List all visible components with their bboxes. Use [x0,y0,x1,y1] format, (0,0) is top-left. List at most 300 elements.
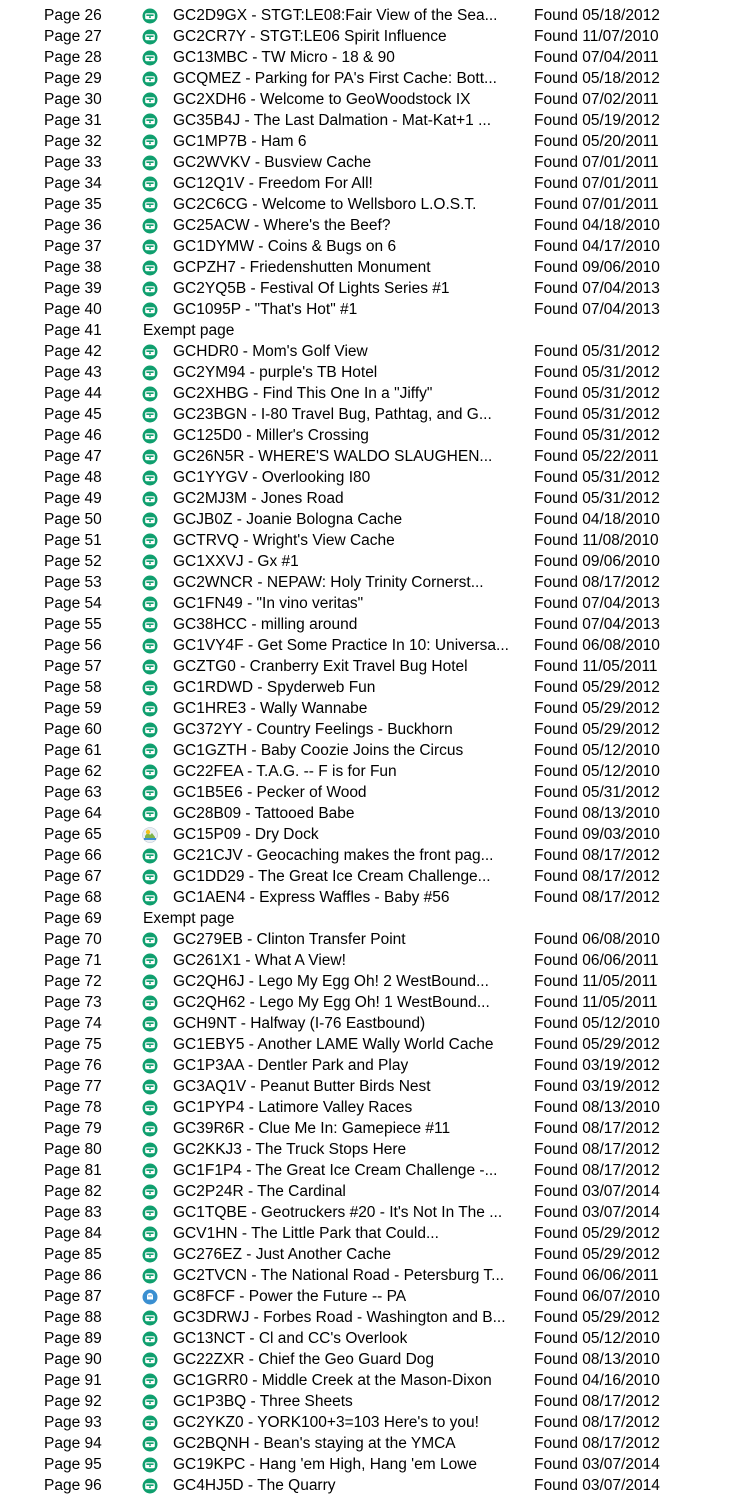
cache-name-link[interactable]: GC1XXVJ - Gx #1 [173,553,299,570]
found-date: Found 05/22/2011 [534,448,659,465]
cache-name-link[interactable]: GC2WNCR - NEPAW: Holy Trinity Cornerst... [173,574,484,591]
page-number: Page 69 [44,910,102,927]
page-number: Page 33 [44,154,102,171]
page-number: Page 47 [44,448,102,465]
list-item [0,1349,750,1370]
cache-name-link[interactable]: GC1DD29 - The Great Ice Cream Challenge... [173,868,491,885]
found-date: Found 05/29/2012 [534,1246,660,1263]
traditional-cache-icon [142,50,158,66]
traditional-cache-icon [142,1247,158,1263]
found-date: Found 06/08/2010 [534,931,660,948]
found-date: Found 05/29/2012 [534,1225,660,1242]
list-item [0,89,750,110]
found-date: Found 05/18/2012 [534,7,660,24]
list-item [0,1013,750,1034]
page-number: Page 88 [44,1309,102,1326]
list-item [0,194,750,215]
list-item [0,383,750,404]
found-date: Found 03/19/2012 [534,1078,660,1095]
list-item [0,1454,750,1475]
page-number: Page 77 [44,1078,102,1095]
cache-name-link[interactable]: GC38HCC - milling around [173,616,358,633]
list-item [0,866,750,887]
page-number: Page 91 [44,1372,102,1389]
page-number: Page 89 [44,1330,102,1347]
cache-name-link[interactable]: GC21CJV - Geocaching makes the front pag... [173,847,494,864]
traditional-cache-icon [142,932,158,948]
cache-name-link[interactable]: GC12Q1V - Freedom For All! [173,175,373,192]
page-number: Page 65 [44,826,102,843]
found-date: Found 07/04/2013 [534,301,660,318]
traditional-cache-icon [142,1478,158,1494]
found-date: Found 08/13/2010 [534,805,660,822]
traditional-cache-icon [142,1310,158,1326]
cache-name-link[interactable]: GC2YQ5B - Festival Of Lights Series #1 [173,280,450,297]
traditional-cache-icon [142,869,158,885]
page-number: Page 59 [44,700,102,717]
found-date: Found 08/17/2012 [534,868,660,885]
found-date: Found 03/07/2014 [534,1456,660,1473]
page-number: Page 41 [44,322,102,339]
found-date: Found 08/17/2012 [534,889,660,906]
cache-name-link[interactable]: GC23BGN - I-80 Travel Bug, Pathtag, and G... [173,406,492,423]
cache-name-link[interactable]: GC1GZTH - Baby Coozie Joins the Circus [173,742,464,759]
page-number: Page 75 [44,1036,102,1053]
traditional-cache-icon [142,638,158,654]
found-date: Found 11/05/2011 [534,973,658,990]
list-item [0,425,750,446]
found-date: Found 05/12/2010 [534,742,660,759]
page-number: Page 72 [44,973,102,990]
list-item [0,110,750,131]
list-item [0,635,750,656]
traditional-cache-icon [142,848,158,864]
page-number: Page 42 [44,343,102,360]
found-date: Found 07/01/2011 [534,175,659,192]
cache-name-link[interactable]: GC1095P - "That's Hot" #1 [173,301,358,318]
list-item [0,488,750,509]
traditional-cache-icon [142,596,158,612]
found-date: Found 08/17/2012 [534,574,660,591]
page-number: Page 49 [44,490,102,507]
found-date: Found 03/07/2014 [534,1204,660,1221]
traditional-cache-icon [142,554,158,570]
traditional-cache-icon [142,1373,158,1389]
cache-name-link[interactable]: GC1PYP4 - Latimore Valley Races [173,1099,413,1116]
list-item [0,236,750,257]
found-date: Found 11/07/2010 [534,28,659,45]
cache-name-link[interactable]: GC2BQNH - Bean's staying at the YMCA [173,1435,456,1452]
cache-name-link[interactable]: GC1AEN4 - Express Waffles - Baby #56 [173,889,450,906]
cache-name-link[interactable]: GC2P24R - The Cardinal [173,1183,346,1200]
list-item [0,1265,750,1286]
traditional-cache-icon [142,1352,158,1368]
list-item [0,572,750,593]
list-item [0,1202,750,1223]
found-date: Found 06/06/2011 [534,952,659,969]
cache-name-link[interactable]: GC2KKJ3 - The Truck Stops Here [173,1141,407,1158]
found-date: Found 05/18/2012 [534,70,660,87]
traditional-cache-icon [142,1079,158,1095]
traditional-cache-icon [142,155,158,171]
page-number: Page 34 [44,175,102,192]
traditional-cache-icon [142,176,158,192]
list-item [0,467,750,488]
traditional-cache-icon [142,365,158,381]
cache-name-link[interactable]: GC2D9GX - STGT:LE08:Fair View of the Sea... [173,7,498,24]
cache-name-link[interactable]: GC2YM94 - purple's TB Hotel [173,364,378,381]
cache-name-link[interactable]: GC1GRR0 - Middle Creek at the Mason-Dixon [173,1372,492,1389]
list-item [0,173,750,194]
page-number: Page 39 [44,280,102,297]
cache-name-link[interactable]: GCPZH7 - Friedenshutten Monument [173,259,431,276]
page-number: Page 74 [44,1015,102,1032]
list-item [0,446,750,467]
list-item [0,1097,750,1118]
traditional-cache-icon [142,281,158,297]
cache-name-link[interactable]: GC279EB - Clinton Transfer Point [173,931,406,948]
found-date: Found 03/07/2014 [534,1477,660,1494]
list-item [0,698,750,719]
cache-name-link[interactable]: GC26N5R - WHERE'S WALDO SLAUGHEN... [173,448,493,465]
page-number: Page 44 [44,385,102,402]
page-number: Page 82 [44,1183,102,1200]
cache-name-link[interactable]: GCHDR0 - Mom's Golf View [173,343,368,360]
page-number: Page 90 [44,1351,102,1368]
cache-name-link[interactable]: GC1RDWD - Spyderweb Fun [173,679,376,696]
found-date: Found 05/31/2012 [534,784,660,801]
traditional-cache-icon [142,1058,158,1074]
traditional-cache-icon [142,1457,158,1473]
page-number: Page 86 [44,1267,102,1284]
found-date: Found 06/08/2010 [534,637,660,654]
cache-name-link[interactable]: GCJB0Z - Joanie Bologna Cache [173,511,403,528]
page-number: Page 66 [44,847,102,864]
page-number: Page 43 [44,364,102,381]
page-number: Page 94 [44,1435,102,1452]
list-item [0,992,750,1013]
page-number: Page 62 [44,763,102,780]
found-date: Found 07/01/2011 [534,154,659,171]
list-item [0,278,750,299]
cache-name-link[interactable]: GC15P09 - Dry Dock [173,826,319,843]
page-number: Page 52 [44,553,102,570]
page-number: Page 45 [44,406,102,423]
cache-name-link[interactable]: GC1FN49 - "In vino veritas" [173,595,364,612]
list-item [0,1181,750,1202]
cache-name-link[interactable]: GCTRVQ - Wright's View Cache [173,532,395,549]
page-number: Page 29 [44,70,102,87]
traditional-cache-icon [142,1226,158,1242]
cache-name-link[interactable]: GC19KPC - Hang 'em High, Hang 'em Lowe [173,1456,477,1473]
traditional-cache-icon [142,1037,158,1053]
exempt-label: Exempt page [143,322,235,339]
traditional-cache-icon [142,1394,158,1410]
found-date: Found 04/18/2010 [534,511,660,528]
traditional-cache-icon [142,8,158,24]
found-date: Found 05/29/2012 [534,721,660,738]
cache-name-link[interactable]: GC1EBY5 - Another LAME Wally World Cache [173,1036,494,1053]
page-number: Page 55 [44,616,102,633]
traditional-cache-icon [142,407,158,423]
traditional-cache-icon [142,659,158,675]
found-date: Found 05/31/2012 [534,343,660,360]
page-number: Page 38 [44,259,102,276]
found-date: Found 08/17/2012 [534,1162,660,1179]
cache-name-link[interactable]: GC4HJ5D - The Quarry [173,1477,336,1494]
page-number: Page 64 [44,805,102,822]
found-date: Found 09/06/2010 [534,259,660,276]
found-date: Found 05/31/2012 [534,427,660,444]
traditional-cache-icon [142,428,158,444]
page-number: Page 28 [44,49,102,66]
traditional-cache-icon [142,701,158,717]
list-item [0,740,750,761]
earthcache-icon [142,827,158,843]
cache-name-link[interactable]: GC8FCF - Power the Future -- PA [173,1288,407,1305]
found-date: Found 08/17/2012 [534,1435,660,1452]
cache-name-link[interactable]: GC3DRWJ - Forbes Road - Washington and B... [173,1309,506,1326]
cache-name-link[interactable]: GC1P3BQ - Three Sheets [173,1393,353,1410]
found-date: Found 05/29/2012 [534,1309,660,1326]
list-item [0,152,750,173]
traditional-cache-icon [142,239,158,255]
found-date: Found 11/05/2011 [534,658,658,675]
page-number: Page 37 [44,238,102,255]
list-item [0,1370,750,1391]
cache-name-link[interactable]: GC1TQBE - Geotruckers #20 - It's Not In The ... [173,1204,503,1221]
list-item [0,26,750,47]
list-item [0,782,750,803]
list-item [0,509,750,530]
cache-name-link[interactable]: GC372YY - Country Feelings - Buckhorn [173,721,453,738]
cache-name-link[interactable]: GC35B4J - The Last Dalmation - Mat-Kat+1 ... [173,112,492,129]
list-item [0,341,750,362]
list-item [0,1433,750,1454]
traditional-cache-icon [142,1205,158,1221]
cache-name-link[interactable]: GC13NCT - Cl and CC's Overlook [173,1330,408,1347]
list-item [0,1328,750,1349]
page-number: Page 76 [44,1057,102,1074]
traditional-cache-icon [142,260,158,276]
cache-name-link[interactable]: GCZTG0 - Cranberry Exit Travel Bug Hotel [173,658,468,675]
cache-name-link[interactable]: GC276EZ - Just Another Cache [173,1246,391,1263]
page-number: Page 79 [44,1120,102,1137]
traditional-cache-icon [142,113,158,129]
list-item [0,131,750,152]
cache-name-link[interactable]: GC2QH6J - Lego My Egg Oh! 2 WestBound... [173,973,489,990]
traditional-cache-icon [142,890,158,906]
found-date: Found 03/07/2014 [534,1183,660,1200]
found-date: Found 05/12/2010 [534,1330,660,1347]
page-number: Page 92 [44,1393,102,1410]
list-item [0,1139,750,1160]
found-date: Found 07/04/2011 [534,49,659,66]
found-date: Found 07/01/2011 [534,196,659,213]
list-item [0,320,750,341]
list-item [0,593,750,614]
traditional-cache-icon [142,449,158,465]
page-number: Page 78 [44,1099,102,1116]
list-item [0,971,750,992]
cache-name-link[interactable]: GCQMEZ - Parking for PA's First Cache: Bott... [173,70,497,87]
found-date: Found 05/12/2010 [534,1015,660,1032]
cache-name-link[interactable]: GC1MP7B - Ham 6 [173,133,307,150]
cache-name-link[interactable]: GC2XHBG - Find This One In a "Jiffy" [173,385,433,402]
cache-name-link[interactable]: GC2QH62 - Lego My Egg Oh! 1 WestBound... [173,994,490,1011]
cache-name-link[interactable]: GC1YYGV - Overlooking I80 [173,469,371,486]
page-number: Page 68 [44,889,102,906]
page-number: Page 53 [44,574,102,591]
list-item [0,803,750,824]
page-number: Page 73 [44,994,102,1011]
page-number: Page 32 [44,133,102,150]
cache-name-link[interactable]: GC28B09 - Tattooed Babe [173,805,355,822]
found-date: Found 08/17/2012 [534,1414,660,1431]
traditional-cache-icon [142,29,158,45]
cache-name-link[interactable]: GC2MJ3M - Jones Road [173,490,344,507]
cache-name-link[interactable]: GC2YKZ0 - YORK100+3=103 Here's to you! [173,1414,479,1431]
page-number: Page 31 [44,112,102,129]
cache-name-link[interactable]: GC22ZXR - Chief the Geo Guard Dog [173,1351,435,1368]
cache-name-link[interactable]: GC2TVCN - The National Road - Petersburg T... [173,1267,505,1284]
found-date: Found 05/20/2011 [534,133,659,150]
found-date: Found 04/17/2010 [534,238,660,255]
page-number: Page 26 [44,7,102,24]
cache-name-link[interactable]: GC261X1 - What A View! [173,952,346,969]
page-number: Page 96 [44,1477,102,1494]
found-date: Found 07/02/2011 [534,91,659,108]
traditional-cache-icon [142,1268,158,1284]
found-date: Found 05/19/2012 [534,112,660,129]
traditional-cache-icon [142,743,158,759]
page-number: Page 48 [44,469,102,486]
traditional-cache-icon [142,617,158,633]
cache-name-link[interactable]: GC1DYMW - Coins & Bugs on 6 [173,238,397,255]
page-number: Page 71 [44,952,102,969]
found-date: Found 07/04/2013 [534,595,660,612]
found-date: Found 04/18/2010 [534,217,660,234]
cache-name-link[interactable]: GC2CR7Y - STGT:LE06 Spirit Influence [173,28,447,45]
list-item [0,908,750,929]
traditional-cache-icon [142,785,158,801]
page-number: Page 67 [44,868,102,885]
list-item [0,1244,750,1265]
traditional-cache-icon [142,218,158,234]
list-item [0,824,750,845]
page-number: Page 46 [44,427,102,444]
traditional-cache-icon [142,764,158,780]
list-item [0,1286,750,1307]
traditional-cache-icon [142,1100,158,1116]
traditional-cache-icon [142,806,158,822]
list-item [0,1223,750,1244]
cache-name-link[interactable]: GC39R6R - Clue Me In: Gamepiece #11 [173,1120,451,1137]
cache-name-link[interactable]: GCH9NT - Halfway (I-76 Eastbound) [173,1015,426,1032]
list-item [0,1475,750,1496]
found-date: Found 05/31/2012 [534,406,660,423]
list-item [0,1076,750,1097]
page-number: Page 70 [44,931,102,948]
cache-name-link[interactable]: GC22FEA - T.A.G. -- F is for Fun [173,763,397,780]
page-number: Page 27 [44,28,102,45]
cache-name-link[interactable]: GC1F1P4 - The Great Ice Cream Challenge -... [173,1162,498,1179]
page-number: Page 83 [44,1204,102,1221]
list-item [0,950,750,971]
cache-name-link[interactable]: GC2C6CG - Welcome to Wellsboro L.O.S.T. [173,196,477,213]
cache-name-link[interactable]: GC25ACW - Where's the Beef? [173,217,391,234]
found-date: Found 04/16/2010 [534,1372,660,1389]
found-date: Found 08/17/2012 [534,1141,660,1158]
list-item [0,551,750,572]
traditional-cache-icon [142,995,158,1011]
traditional-cache-icon [142,71,158,87]
cache-name-link[interactable]: GC1HRE3 - Wally Wannabe [173,700,368,717]
found-date: Found 05/31/2012 [534,490,660,507]
cache-name-link[interactable]: GC1P3AA - Dentler Park and Play [173,1057,409,1074]
found-date: Found 05/29/2012 [534,1036,660,1053]
found-date: Found 03/19/2012 [534,1057,660,1074]
cache-name-link[interactable]: GC2WVKV - Busview Cache [173,154,372,171]
list-item [0,1412,750,1433]
found-date: Found 09/06/2010 [534,553,660,570]
page-number: Page 80 [44,1141,102,1158]
list-item [0,719,750,740]
traditional-cache-icon [142,680,158,696]
list-item [0,68,750,89]
page-number: Page 93 [44,1414,102,1431]
list-item [0,215,750,236]
traditional-cache-icon [142,1331,158,1347]
traditional-cache-icon [142,302,158,318]
page-number: Page 35 [44,196,102,213]
cache-name-link[interactable]: GC1B5E6 - Pecker of Wood [173,784,367,801]
found-date: Found 07/04/2013 [534,280,660,297]
traditional-cache-icon [142,134,158,150]
found-date: Found 11/05/2011 [534,994,658,1011]
traditional-cache-icon [142,197,158,213]
found-date: Found 08/13/2010 [534,1099,660,1116]
cache-name-link[interactable]: GCV1HN - The Little Park that Could... [173,1225,439,1242]
found-date: Found 08/17/2012 [534,1393,660,1410]
traditional-cache-icon [142,92,158,108]
list-item [0,887,750,908]
found-date: Found 08/17/2012 [534,847,660,864]
page-number: Page 61 [44,742,102,759]
list-item [0,5,750,26]
found-date: Found 05/12/2010 [534,763,660,780]
list-item [0,677,750,698]
cache-name-link[interactable]: GC125D0 - Miller's Crossing [173,427,369,444]
page-number: Page 56 [44,637,102,654]
cache-name-link[interactable]: GC1VY4F - Get Some Practice In 10: Universa... [173,637,509,654]
cache-name-link[interactable]: GC13MBC - TW Micro - 18 & 90 [173,49,395,66]
page-number: Page 57 [44,658,102,675]
list-item [0,1160,750,1181]
traditional-cache-icon [142,1016,158,1032]
page-number: Page 58 [44,679,102,696]
page-number: Page 54 [44,595,102,612]
found-date: Found 08/13/2010 [534,1351,660,1368]
traditional-cache-icon [142,953,158,969]
cache-name-link[interactable]: GC3AQ1V - Peanut Butter Birds Nest [173,1078,431,1095]
page-number: Page 30 [44,91,102,108]
found-date: Found 06/06/2011 [534,1267,659,1284]
cache-name-link[interactable]: GC2XDH6 - Welcome to GeoWoodstock IX [173,91,471,108]
page-number: Page 95 [44,1456,102,1473]
traditional-cache-icon [142,1121,158,1137]
found-date: Found 08/17/2012 [534,1120,660,1137]
